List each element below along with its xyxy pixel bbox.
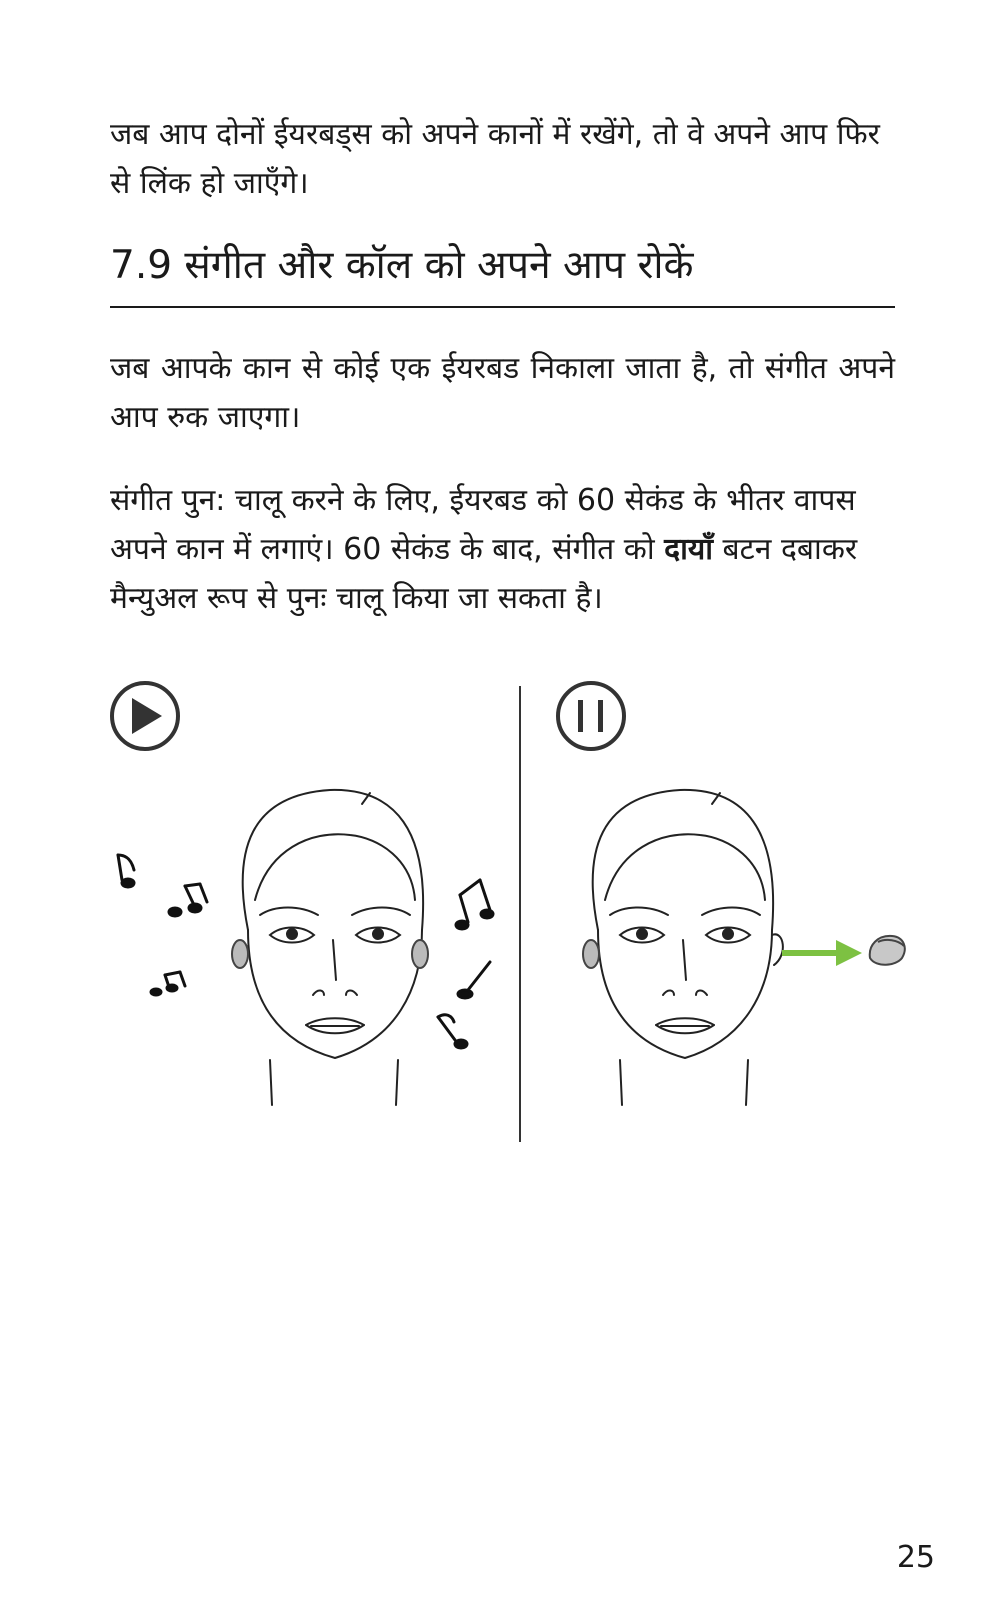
earbud-icon <box>870 936 905 965</box>
section-heading: 7.9 संगीत और कॉल को अपने आप रोकें <box>110 243 694 288</box>
auto-pause-paragraph: जब आपके कान से कोई एक ईयरबड निकाला जाता है, तो संगीत अपने आप रुक जाएगा। <box>110 351 895 435</box>
left-earbud-in-ear <box>232 940 248 968</box>
right-earbud-in-ear <box>412 940 428 968</box>
pause-icon <box>558 683 624 749</box>
play-icon <box>112 683 178 749</box>
right-button-label: दायाँ <box>664 532 714 567</box>
remove-arrow-icon <box>782 940 862 966</box>
resume-paragraph <box>110 476 895 623</box>
heading-divider <box>110 306 895 308</box>
face-with-earbuds <box>243 790 423 1105</box>
intro-paragraph: जब आप दोनों ईयरबड्स को अपने कानों में रखेंगे, तो वे अपने आप फिर से लिंक हो जाएँगे। <box>110 117 880 201</box>
earbud-illustration <box>0 660 995 1150</box>
face-earbud-removed <box>593 790 783 1105</box>
resume-text-start: संगीत पुन: चालू करने के लिए, ईयरबड को 60 सेकंड के भीतर वापस अपने कान में लगाएं। 60 सेकंड के बाद, संगीत को <box>110 483 856 567</box>
left-earbud-in-ear-right-face <box>583 940 599 968</box>
page-number: 25 <box>896 1540 935 1575</box>
resume-text-end: बटन दबाकर मैन्युअल रूप से पुनः चालू किया जा सकता है। <box>110 532 858 616</box>
music-notes-icon <box>118 855 493 1048</box>
